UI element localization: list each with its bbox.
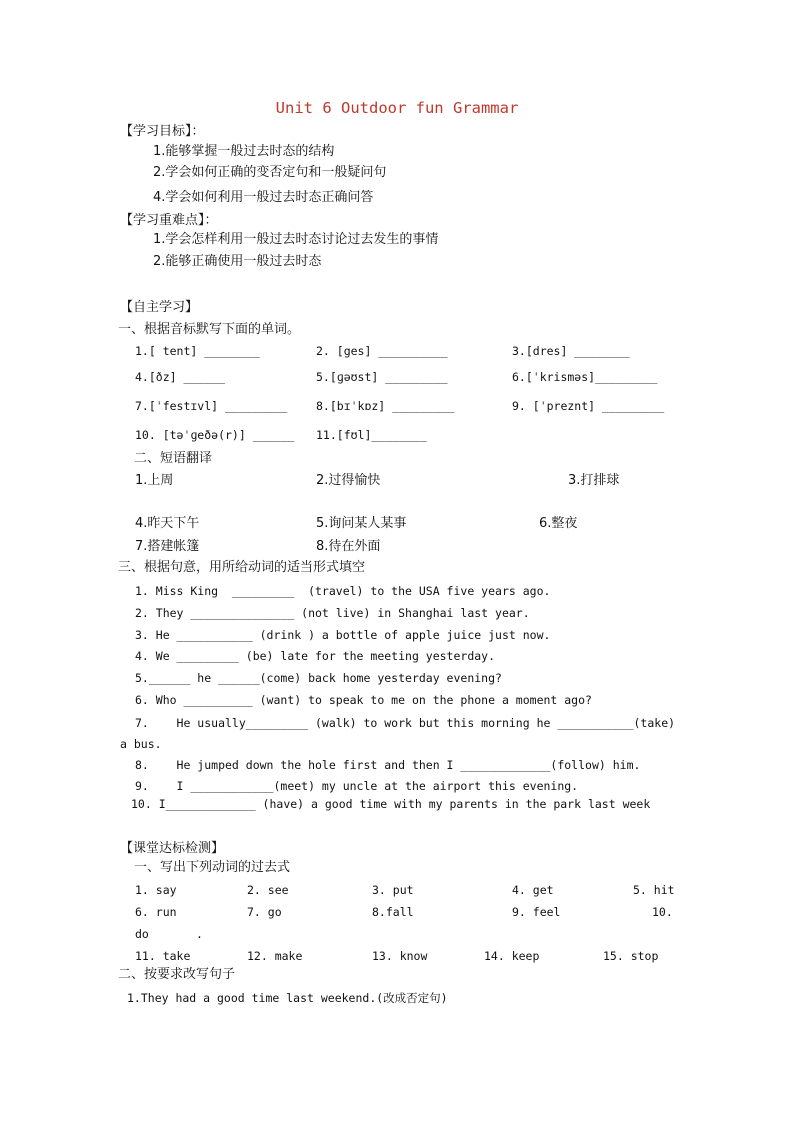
fill-item: 4. We _________ (be) late for the meeting yesterday. [135,649,496,663]
phonetic-item: 6.[ˈkrisməs]_________ [512,370,658,384]
verb-item: 12. make [247,949,303,963]
phrase-item: 3.打排球 [568,473,620,488]
fill-item: 10. I_____________ (have) a good time with my parents in the park last week [131,797,651,811]
objective-item: 4.学会如何利用一般过去时态正确问答 [153,190,374,205]
stray-mark: . [196,927,203,941]
fill-item: 6. Who __________ (want) to speak to me on the phone a moment ago? [135,693,592,707]
phonetic-item: 10. [təˈɡeðə(r)] ______ [135,428,295,442]
verb-item: 6. run [135,905,177,919]
objectives-heading: 【学习目标】： [120,124,205,139]
rewrite-item: 1.They had a good time last weekend.(改成否定句) [127,991,448,1005]
objective-item: 1.能够掌握一般过去时态的结构 [153,144,335,159]
phrase-item: 5.询问某人某事 [316,516,407,531]
objective-item: 2.学会如何正确的变否定句和一般疑问句 [153,165,387,180]
verb-item: 11. take [135,949,191,963]
verb-item: 1. say [135,883,177,897]
phrase-item: 7.搭建帐篷 [135,539,200,554]
verb-item: do [135,927,149,941]
fill-item: 8. He jumped down the hole first and then I _____________(follow) him. [135,758,641,772]
phrase-item: 8.待在外面 [316,539,381,554]
fill-item: 9. I ____________(meet) my uncle at the airport this evening. [135,779,579,793]
fill-item: 2. They _______________ (not live) in Shanghai last year. [135,606,530,620]
phonetic-item: 5.[ɡəʊst] _________ [316,370,448,384]
phrase-item: 4.昨天下午 [135,516,200,531]
key-point-item: 1.学会怎样利用一般过去时态讨论过去发生的事情 [153,232,439,247]
part1-heading: 一、根据音标默写下面的单词。 [118,322,301,337]
part2-heading: 二、短语翻译 [134,451,213,466]
phonetic-item: 11.[fʊl]________ [316,428,427,442]
phonetic-item: 9. [ˈpreznt] _________ [512,399,665,413]
fill-item: a bus. [120,737,162,751]
page-title: Unit 6 Outdoor fun Grammar [275,99,519,117]
fill-item: 3. He ___________ (drink ) a bottle of apple juice just now. [135,628,551,642]
phrase-item: 2.过得愉快 [316,473,381,488]
phonetic-item: 4.[ðz] ______ [135,370,226,384]
phonetic-item: 1.[ tent] ________ [135,344,260,358]
phonetic-item: 7.[ˈfestɪvl] _________ [135,399,288,413]
check-part1-heading: 一、写出下列动词的过去式 [134,860,291,875]
check-heading: 【课堂达标检测】 [120,841,225,856]
verb-item: 10. [652,905,673,919]
fill-item: 1. Miss King _________ (travel) to the USA five years ago. [135,584,551,598]
verb-item: 8.fall [372,905,414,919]
verb-item: 13. know [372,949,428,963]
phonetic-item: 2. [ges] __________ [316,344,448,358]
part3-heading: 三、根据句意，用所给动词的适当形式填空 [118,560,366,575]
verb-item: 7. go [247,905,282,919]
fill-item: 7. He usually_________ (walk) to work but this morning he ___________(take) [135,716,676,730]
phonetic-item: 8.[bɪˈkɒz] _________ [316,399,455,413]
check-part2-heading: 二、按要求改写句子 [118,967,236,982]
key-points-heading: 【学习重难点】： [120,213,218,228]
verb-item: 2. see [247,883,289,897]
verb-item: 9. feel [512,905,561,919]
key-point-item: 2.能够正确使用一般过去时态 [153,254,322,269]
phrase-item: 1.上周 [135,473,174,488]
fill-item: 5.______ he ______(come) back home yesterday evening? [135,671,502,685]
verb-item: 3. put [372,883,414,897]
self-study-heading: 【自主学习】 [120,300,199,315]
verb-item: 5. hit [633,883,675,897]
phonetic-item: 3.[dres] ________ [512,344,630,358]
verb-item: 14. keep [484,949,540,963]
phrase-item: 6.整夜 [539,516,578,531]
verb-item: 4. get [512,883,554,897]
verb-item: 15. stop [603,949,659,963]
